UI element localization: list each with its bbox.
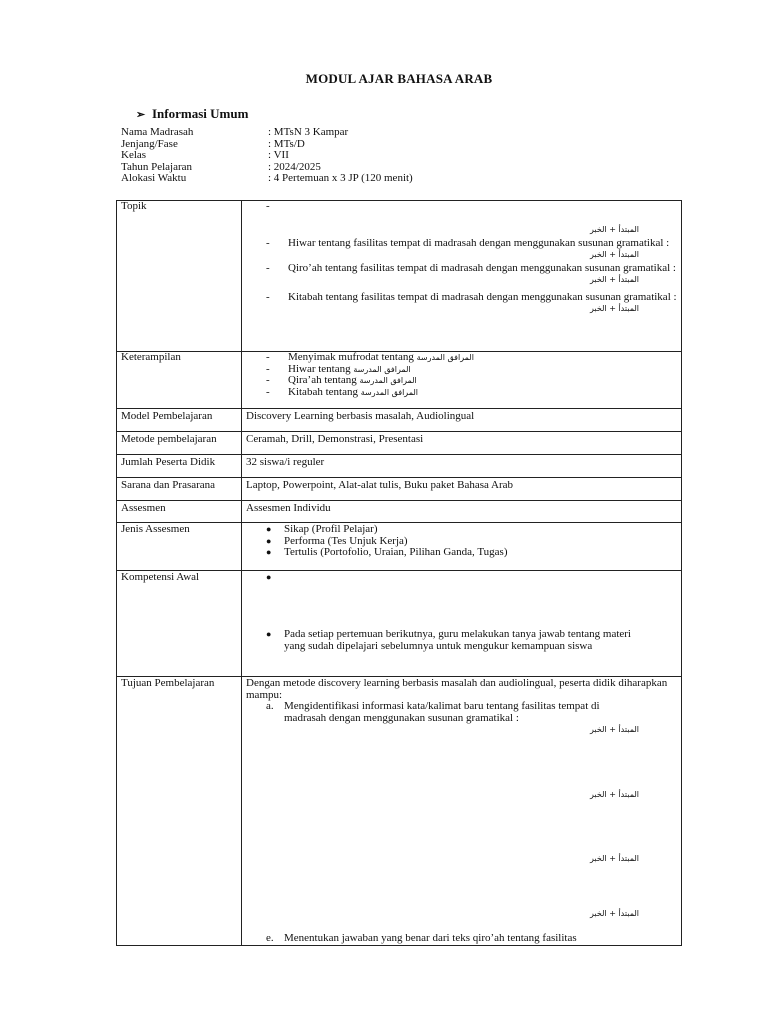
topik-item-text: Kitabah tentang fasilitas tempat di madrasah dengan menggunakan susunan gramatikal : xyxy=(288,290,677,303)
row-label: Jumlah Peserta Didik xyxy=(117,455,242,478)
skill-text: Kitabah tentang xyxy=(288,385,358,398)
row-value: Ceramah, Drill, Demonstrasi, Presentasi xyxy=(242,432,682,455)
list-item xyxy=(246,201,677,224)
table-row xyxy=(117,409,682,432)
kompetensi-text: Pada setiap pertemuan berikutnya, guru melakukan tanya jawab tentang materi yang sudah dipelajari sebelumnya untuk mengukur kemampuan siswa xyxy=(284,628,631,652)
bullet-dot: ● xyxy=(266,535,272,546)
arabic-topic: المرافق المدرسة xyxy=(359,376,417,385)
row-label: Sarana dan Prasarana xyxy=(117,478,242,501)
arabic-pattern: المبتدأ + الخبر xyxy=(590,908,639,918)
info-label: Kelas xyxy=(121,149,147,162)
arabic-pattern: المبتدأ + الخبر xyxy=(590,250,639,259)
section-heading-text: Informasi Umum xyxy=(152,106,249,121)
tujuan-cell xyxy=(242,677,682,946)
section-heading xyxy=(136,106,248,122)
dash-bullet: - xyxy=(266,200,270,212)
row-label: Assesmen xyxy=(117,501,242,523)
info-label: Tahun Pelajaran xyxy=(121,160,193,173)
arabic-topic: المرافق المدرسة xyxy=(353,364,411,374)
list-item xyxy=(246,701,677,724)
dash-bullet: - xyxy=(266,374,270,386)
info-value: : MTsN 3 Kampar xyxy=(268,126,349,138)
row-label: Model Pembelajaran xyxy=(117,409,242,432)
dash-bullet: - xyxy=(266,385,270,398)
table-row xyxy=(117,455,682,478)
table-row-tujuan xyxy=(117,677,682,946)
info-label: Jenjang/Fase xyxy=(121,137,178,150)
row-label: Topik xyxy=(117,201,242,352)
table-row xyxy=(117,501,682,523)
objective-text: Menentukan jawaban yang benar dari teks qiro’ah tentang fasilitas xyxy=(284,932,577,944)
arabic-pattern: المبتدأ + الخبر xyxy=(590,304,639,313)
info-row xyxy=(121,173,413,185)
info-value: : 2024/2025 xyxy=(268,160,321,173)
info-row xyxy=(121,139,413,151)
jenis-cell xyxy=(242,523,682,571)
skill-text: Qira’ah tentang xyxy=(288,374,357,386)
arabic-topic: المرافق المدرسة xyxy=(360,387,419,397)
row-value: Discovery Learning berbasis masalah, Audiolingual xyxy=(242,409,682,432)
table-row-kompetensi-awal xyxy=(117,571,682,677)
document-title: MODUL AJAR BAHASA ARAB xyxy=(305,71,493,86)
list-item xyxy=(246,238,677,250)
arabic-topic: المرافق المدرسة xyxy=(416,353,474,362)
bullet-dot: ● xyxy=(266,547,272,557)
bullet-dot: ● xyxy=(266,572,272,582)
table-row-keterampilan xyxy=(117,352,682,409)
list-item xyxy=(246,933,677,945)
arabic-pattern: المبتدأ + الخبر xyxy=(590,225,639,234)
arrow-bullet-icon: ➢ xyxy=(136,109,146,121)
row-value: Assesmen Individu xyxy=(242,501,682,523)
row-label: Keterampilan xyxy=(117,352,242,409)
row-label: Kompetensi Awal xyxy=(117,571,242,677)
topik-item-text: Hiwar tentang fasilitas tempat di madrasah dengan menggunakan susunan gramatikal : xyxy=(288,236,670,249)
arabic-pattern: المبتدأ + الخبر xyxy=(590,725,639,734)
row-label: Metode pembelajaran xyxy=(117,432,242,455)
table-row xyxy=(117,478,682,501)
arabic-pattern: المبتدأ + الخبر xyxy=(590,789,639,799)
dash-bullet: - xyxy=(266,290,270,303)
dash-bullet: - xyxy=(266,236,270,249)
dash-bullet: - xyxy=(266,261,270,274)
list-item xyxy=(246,572,677,629)
info-label: Nama Madrasah xyxy=(121,126,194,138)
table-row xyxy=(117,432,682,455)
keterampilan-cell xyxy=(242,352,682,409)
table-row-topik xyxy=(117,201,682,352)
assessment-type: Tertulis (Portofolio, Uraian, Pilihan Ganda, Tugas) xyxy=(284,546,508,558)
info-value: : MTs/D xyxy=(268,137,305,150)
module-table xyxy=(116,200,682,946)
topik-item-text: Qiro’ah tentang fasilitas tempat di madrasah dengan menggunakan susunan gramatikal : xyxy=(288,261,676,274)
skill-text: Hiwar tentang xyxy=(288,362,351,375)
row-value: 32 siswa/i reguler xyxy=(242,455,682,478)
arabic-pattern: المبتدأ + الخبر xyxy=(590,275,639,284)
list-marker: e. xyxy=(266,932,274,944)
row-label: Jenis Assesmen xyxy=(117,523,242,571)
kompetensi-cell xyxy=(242,571,682,677)
list-item xyxy=(246,629,677,652)
assessment-type: Performa (Tes Unjuk Kerja) xyxy=(284,534,408,547)
topik-cell xyxy=(242,201,682,352)
row-label: Tujuan Pembelajaran xyxy=(117,677,242,946)
info-value: : VII xyxy=(268,149,289,162)
skill-text: Menyimak mufrodat tentang xyxy=(288,351,414,363)
list-item xyxy=(246,387,677,399)
tujuan-intro: Dengan metode discovery learning berbasis masalah dan audiolingual, peserta didik diharapkan mampu: xyxy=(246,677,668,701)
objective-text: Mengidentifikasi informasi kata/kalimat baru tentang fasilitas tempat di madrasah dengan menggunakan susunan gramatikal : xyxy=(284,700,600,724)
arabic-pattern: المبتدأ + الخبر xyxy=(590,854,639,863)
dash-bullet: - xyxy=(266,362,270,375)
bullet-dot: ● xyxy=(266,524,272,534)
row-value: Laptop, Powerpoint, Alat-alat tulis, Buku paket Bahasa Arab xyxy=(242,478,682,501)
bullet-dot: ● xyxy=(266,629,272,639)
info-label: Alokasi Waktu xyxy=(121,172,187,185)
table-row-jenis-assesmen xyxy=(117,523,682,571)
info-row xyxy=(121,127,413,139)
list-marker: a. xyxy=(266,700,274,712)
general-info-list xyxy=(121,127,413,185)
list-item xyxy=(246,292,677,304)
list-item xyxy=(246,263,677,275)
list-item xyxy=(246,547,677,559)
info-value: : 4 Pertemuan x 3 JP (120 menit) xyxy=(268,172,413,185)
dash-bullet: - xyxy=(266,351,270,363)
assessment-type: Sikap (Profil Pelajar) xyxy=(284,523,378,535)
